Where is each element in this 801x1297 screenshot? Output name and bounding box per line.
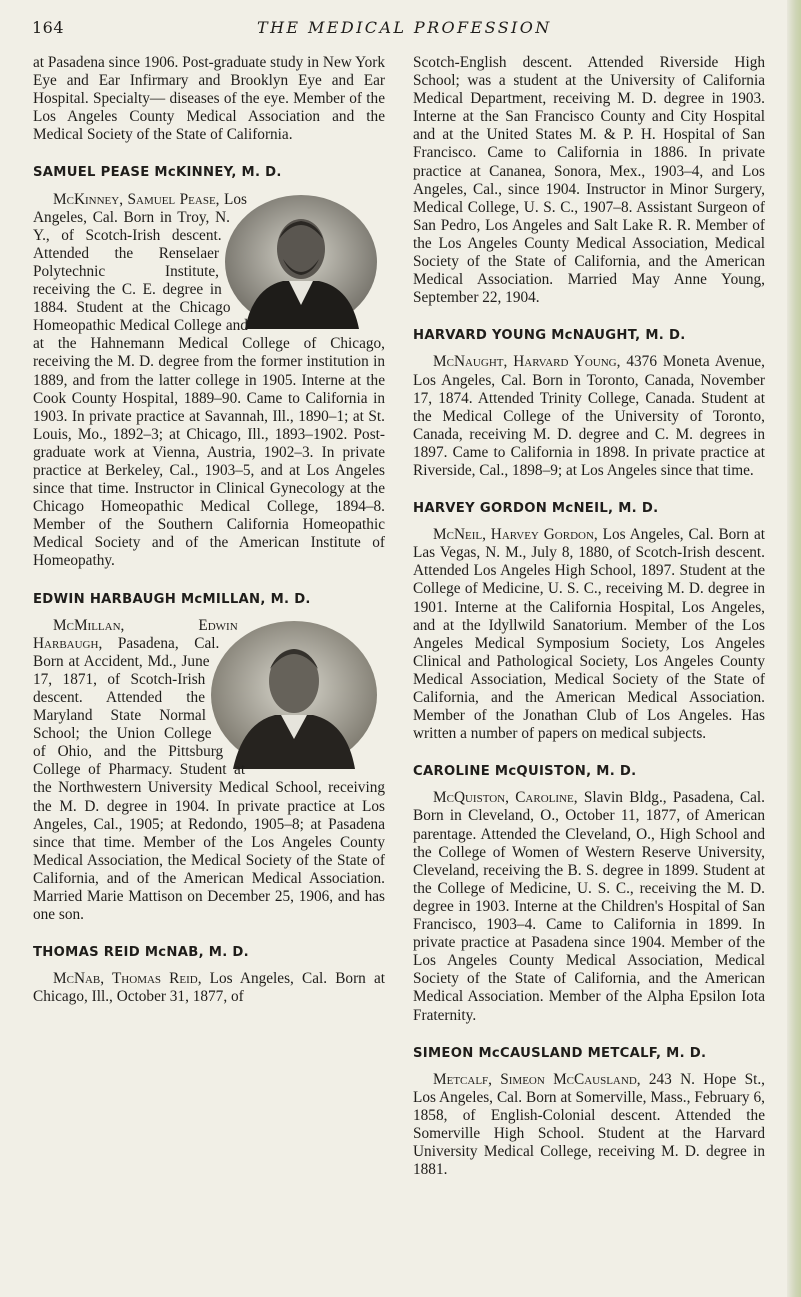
page-edge — [787, 0, 801, 1297]
entry-heading: HARVEY GORDON McNEIL, M. D. — [413, 501, 659, 517]
entry-body: Pasadena, Cal. Born at Accident, Md., June 17, 1871, of Scotch-Irish descent. Attended the Maryland State Normal School; the Union College of Ohio, and the Pittsburg College of Pharmacy. Student at the Northwestern University Medical School, receiving the M. D. degree in 1904. In private practice at Los Angeles, Cal., 1905; at Redondo, 1905–8; at Pasadena since that time. Member of the Los Angeles County Medical Association, the Medical Society of the State of California, and of the American Medical Association. Married Marie Mattison on December 25, 1906, and has one son. — [33, 634, 385, 924]
entry-heading: SAMUEL PEASE McKINNEY, M. D. — [33, 165, 282, 181]
running-head: THE MEDICAL PROFESSION — [257, 18, 552, 37]
entry-name-lead: McNab, Thomas Reid, — [53, 970, 202, 988]
entry-text — [413, 526, 765, 743]
entry-name-lead: Metcalf, Simeon McCausland, — [433, 1070, 641, 1088]
entry-body: 4376 Moneta Avenue, Los Angeles, Cal. Born in Toronto, Canada, November 17, 1874. Attended Trinity College, Canada. Student at the Medical College of the University of Toronto, Canada, receiving M. D. degree and C. M. degrees in 1897. Came to California in 1898. In private practice at Riverside, Cal., 1898–9; at Los Angeles since that time. — [413, 353, 765, 479]
entry-text — [413, 353, 765, 480]
entry-name-lead: McKinney, Samuel Pease, — [53, 190, 220, 208]
entry-name-lead: McNaught, Harvard Young, — [433, 353, 621, 371]
entry-body: Slavin Bldg., Pasadena, Cal. Born in Cleveland, O., October 11, 1877, of American parentage. Attended the Cleveland, O., High School and the College of Women of Western Reserve University, Cleveland, receiving the B. S. degree in 1899. Student at the College of Medicine, U. S. C., receiving the M. D. degree in 1903. Interne at the Children's Hospital of San Francisco, 1903–4. Came to California in 1899. In private practice at Pasadena since 1904. Member of the Los Angeles County Medical Association, Medical Society of the State of California, and the American Medical Association. Member of the Alpha Epsilon Iota Fraternity. — [413, 789, 765, 1024]
entry-body: 243 N. Hope St., Los Angeles, Cal. Born at Somerville, Mass., February 6, 1858, of English-Colonial descent. Attended the Somerville High School. Student at the Harvard University Medical College, receiving M. D. degree in 1881. — [413, 1070, 765, 1179]
entry-name-lead: McMillan, Edwin Harbaugh, — [33, 616, 238, 652]
entry-heading: CAROLINE McQUISTON, M. D. — [413, 764, 637, 780]
entry-text — [33, 617, 385, 925]
entry-name-lead: McNeil, Harvey Gordon, — [433, 526, 598, 544]
entry-text — [413, 1071, 765, 1180]
entry-heading: HARVARD YOUNG McNAUGHT, M. D. — [413, 328, 686, 344]
entry-body: Los Angeles, Cal. Born in Troy, N. Y., of Scotch-Irish descent. Attended the Renselaer Polytechnic Institute, receiving the C. E. degree in 1884. Student at the Chicago Homeopathic Medical College and at the Hahnemann Medical College of Chicago, receiving the M. D. degree from the former institution in 1889, and from the latter college in 1905. Interne at the Cook County Hospital, 1889–90. Came to California in 1903. In private practice at Savannah, Ill., 1890–1; at St. Louis, Mo., 1892–3; at Chicago, Ill., 1893–1902. Post-graduate work at Vienna, Austria, 1902–3. In private practice at Berkeley, Cal., 1903–5, and at Los Angeles since that time. Instructor in Clinical Gynecology at the Chicago Homeopathic Medical College, 1894–8. Member of the Southern California Homeopathic Medical Society and of the American Institute of Homeopathy. — [33, 190, 385, 570]
entry-heading: SIMEON McCAUSLAND METCALF, M. D. — [413, 1045, 707, 1061]
entry-text — [33, 970, 385, 1006]
entry-body: Los Angeles, Cal. Born at Chicago, Ill., October 31, 1877, of — [33, 970, 385, 1006]
portrait-photo — [223, 193, 379, 331]
portrait-photo — [209, 619, 379, 771]
right-column — [413, 54, 765, 1179]
entry-heading: THOMAS REID McNAB, M. D. — [33, 945, 249, 961]
continued-paragraph: Scotch-English descent. Attended Riverside High School; was a student at the University of California Medical Department, receiving M. D. degree in 1903. Interne at the San Francisco County and City Hospital and at the United States M. & P. H. Hospital of San Francisco. Came to California in 1886. In private practice at Cananea, Sonora, Mex., 1903–4, and Los Angeles, Cal., since 1904. Instructor in Minor Surgery, Medical College, U. S. C., 1907–8. Assistant Surgeon of San Pedro, Los Angeles and Salt Lake R. R. Member of the Los Angeles County Medical Association, Medical Society of the State of California, and the American Medical Association. Married May Anne Young, September 22, 1904. — [413, 54, 765, 307]
entry-name-lead: McQuiston, Caroline, — [433, 789, 578, 807]
entry-body: Los Angeles, Cal. Born at Las Vegas, N. M., July 8, 1880, of Scotch-Irish descent. Attended Los Angeles High School, 1897. Student at the College of Medicine, U. S. C., receiving M. D. degree in 1901. Interne at the California Hospital, Los Angeles, and at the Idyllwild Sanatorium. Member of the Los Angeles Medical Symposium Society, Los Angeles Clinical and Pathological Society, Los Angeles County Medical Association, Medical Society of the State of California, and the American Medical Association. Member of the Jonathan Club of Los Angeles. Has written a number of papers on medical subjects. — [413, 526, 765, 743]
entry-heading: EDWIN HARBAUGH McMILLAN, M. D. — [33, 591, 311, 607]
entry-text — [33, 191, 385, 571]
entry-text — [413, 789, 765, 1024]
page-number: 164 — [32, 18, 65, 37]
continued-paragraph: at Pasadena since 1906. Post-graduate study in New York Eye and Ear Infirmary and Brooklyn Eye and Ear Hospital. Specialty— diseases of the eye. Member of the Los Angeles County Medical Association and the Medical Society of the State of California. — [33, 54, 385, 144]
left-column — [33, 54, 385, 1007]
page-header — [32, 18, 772, 44]
